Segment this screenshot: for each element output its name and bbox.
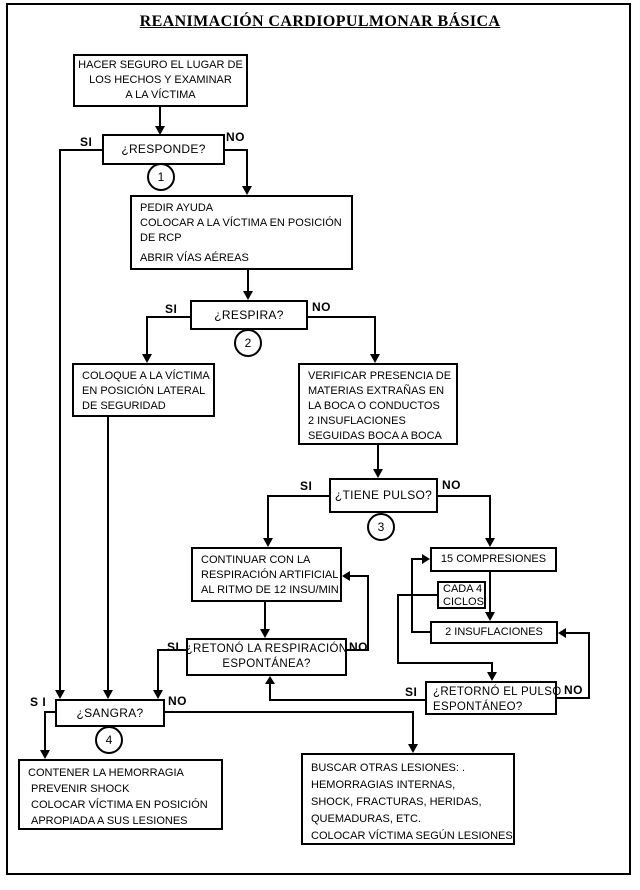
label-retono-no: NO <box>349 640 368 654</box>
node-text: RESPIRACIÓN ARTIFICIAL <box>201 569 339 581</box>
node-text: ABRIR VÍAS AÉREAS <box>140 252 249 264</box>
node-respira <box>190 300 308 330</box>
edge-retono-si <box>158 650 186 691</box>
label-respira-no: NO <box>312 300 331 314</box>
step-circle-2 <box>234 329 262 357</box>
edge-respira-no <box>308 317 375 355</box>
label-sangra-si: S I <box>30 695 47 709</box>
node-text: PREVENIR SHOCK <box>31 783 130 795</box>
node-2-insuflaciones <box>430 621 558 644</box>
edge-pulso-no <box>438 496 490 539</box>
label-responde-si: SI <box>80 135 93 149</box>
node-text: APROPIADA A SUS LESIONES <box>31 815 188 827</box>
node-text: ¿RESPIRA? <box>214 307 284 322</box>
arrowhead-down <box>263 538 273 547</box>
arrowhead-left <box>558 628 566 638</box>
edge-pulso-si <box>268 496 329 539</box>
node-text: ¿TIENE PULSO? <box>334 488 433 502</box>
arrowhead-down <box>153 690 163 699</box>
arrowhead-down <box>260 629 270 638</box>
label-retono-si: SI <box>167 640 180 654</box>
node-text: ¿RETORNÓ EL PULSO <box>433 686 562 698</box>
node-verificar <box>298 363 458 445</box>
edge-responde-si <box>60 150 102 691</box>
arrowhead-up <box>265 676 275 684</box>
node-text: ¿RETONÓ LA RESPIRACIÓN <box>185 643 348 655</box>
arrowhead-down <box>40 750 50 759</box>
node-text: DE RCP <box>140 232 182 244</box>
arrowhead-down <box>370 354 380 363</box>
node-text: VERIFICAR PRESENCIA DE <box>308 370 452 382</box>
node-sangra <box>55 699 165 727</box>
step-number: 3 <box>377 520 385 534</box>
label-pulso-si: SI <box>300 479 313 493</box>
node-text: 15 COMPRESIONES <box>440 553 547 565</box>
node-retorno-pulso <box>425 681 562 715</box>
node-text: CICLOS <box>443 596 484 608</box>
node-text: COLOCAR VÍCTIMA SEGÚN LESIONES <box>311 830 513 842</box>
step-circle-3 <box>367 513 395 541</box>
step-number: 4 <box>105 733 113 747</box>
arrowhead-down <box>487 672 497 681</box>
node-text: DE SEGURIDAD <box>82 400 166 412</box>
node-text: ESPONTÁNEO? <box>433 701 523 713</box>
arrowhead-right <box>422 554 430 564</box>
node-text: ¿SANGRA? <box>76 705 144 720</box>
label-pulso-no: NO <box>442 478 461 492</box>
node-text: COLOCAR A LA VÍCTIMA EN POSICIÓN <box>140 217 342 229</box>
node-text: EN POSICIÓN LATERAL <box>82 385 206 397</box>
label-respira-si: SI <box>165 302 178 316</box>
node-text: SHOCK, FRACTURAS, HERIDAS, <box>311 796 482 808</box>
node-text: QUEMADURAS, ETC. <box>311 813 422 825</box>
step-number: 2 <box>244 336 252 350</box>
arrowhead-down <box>408 744 418 753</box>
label-sangra-no: NO <box>168 694 187 708</box>
arrowhead-down <box>55 690 65 699</box>
edge-sangra-no <box>165 712 413 745</box>
arrowhead-down <box>485 538 495 547</box>
step-circle-1 <box>147 163 175 191</box>
arrowhead-down <box>142 354 152 363</box>
node-retono-respiracion <box>186 638 347 676</box>
node-text: MATERIAS EXTRAÑAS EN <box>308 385 445 397</box>
node-text: COLOCAR VÍCTIMA EN POSICIÓN <box>31 799 208 811</box>
node-text: 2 INSUFLACIONES <box>445 626 543 638</box>
arrowhead-down <box>243 291 253 300</box>
edge-sangra-si <box>45 712 55 751</box>
node-contener-hemorragia <box>18 759 223 830</box>
node-text: CONTINUAR CON LA <box>201 554 311 566</box>
node-text: SEGUIDAS BOCA A BOCA <box>308 430 442 442</box>
node-text: A LA VÍCTIMA <box>125 89 196 101</box>
node-text: HEMORRAGIAS INTERNAS, <box>311 779 456 791</box>
node-text: CONTENER LA HEMORRAGIA <box>28 767 184 779</box>
node-continuar-respiracion <box>191 547 342 602</box>
node-start <box>73 54 248 107</box>
step-number: 1 <box>157 170 165 184</box>
edge-responde-no <box>225 150 247 187</box>
node-tiene-pulso <box>329 478 438 513</box>
node-buscar-lesiones <box>301 753 515 845</box>
node-text: AL RITMO DE 12 INSU/MIN <box>201 584 339 596</box>
node-text: ¿RESPONDE? <box>121 142 206 156</box>
step-circle-4 <box>95 726 123 754</box>
arrowhead-left <box>342 571 350 581</box>
node-text: LOS HECHOS Y EXAMINAR <box>89 74 232 86</box>
node-responde <box>102 134 225 165</box>
edge-respira-si <box>147 317 190 355</box>
node-text: LA BOCA O CONDUCTOS <box>308 400 440 412</box>
arrowhead-down <box>103 690 113 699</box>
node-15-compresiones <box>430 547 557 572</box>
arrowhead-down <box>373 469 383 478</box>
node-text: COLOQUE A LA VÍCTIMA <box>82 370 210 382</box>
label-retorno-si: SI <box>405 685 418 699</box>
page-title: REANIMACIÓN CARDIOPULMONAR BÁSICA <box>139 13 501 30</box>
label-retorno-no: NO <box>564 683 583 697</box>
node-cada-4-ciclos <box>437 581 486 609</box>
label-responde-no: NO <box>226 130 245 144</box>
node-text: BUSCAR OTRAS LESIONES: . <box>311 762 466 774</box>
arrowhead-down <box>242 186 252 195</box>
node-text: HACER SEGURO EL LUGAR DE <box>78 59 243 71</box>
arrowhead-down <box>485 612 495 621</box>
node-posicion-lateral <box>72 363 215 417</box>
node-text: ESPONTÁNEA? <box>222 658 311 670</box>
node-text: CADA 4 <box>443 583 483 595</box>
node-text: PEDIR AYUDA <box>140 202 214 214</box>
node-text: 2 INSUFLACIONES <box>308 415 406 427</box>
edge-retono-no-loop <box>347 576 368 650</box>
node-pedir-ayuda <box>130 195 353 270</box>
edge-retorno-si <box>270 684 425 700</box>
